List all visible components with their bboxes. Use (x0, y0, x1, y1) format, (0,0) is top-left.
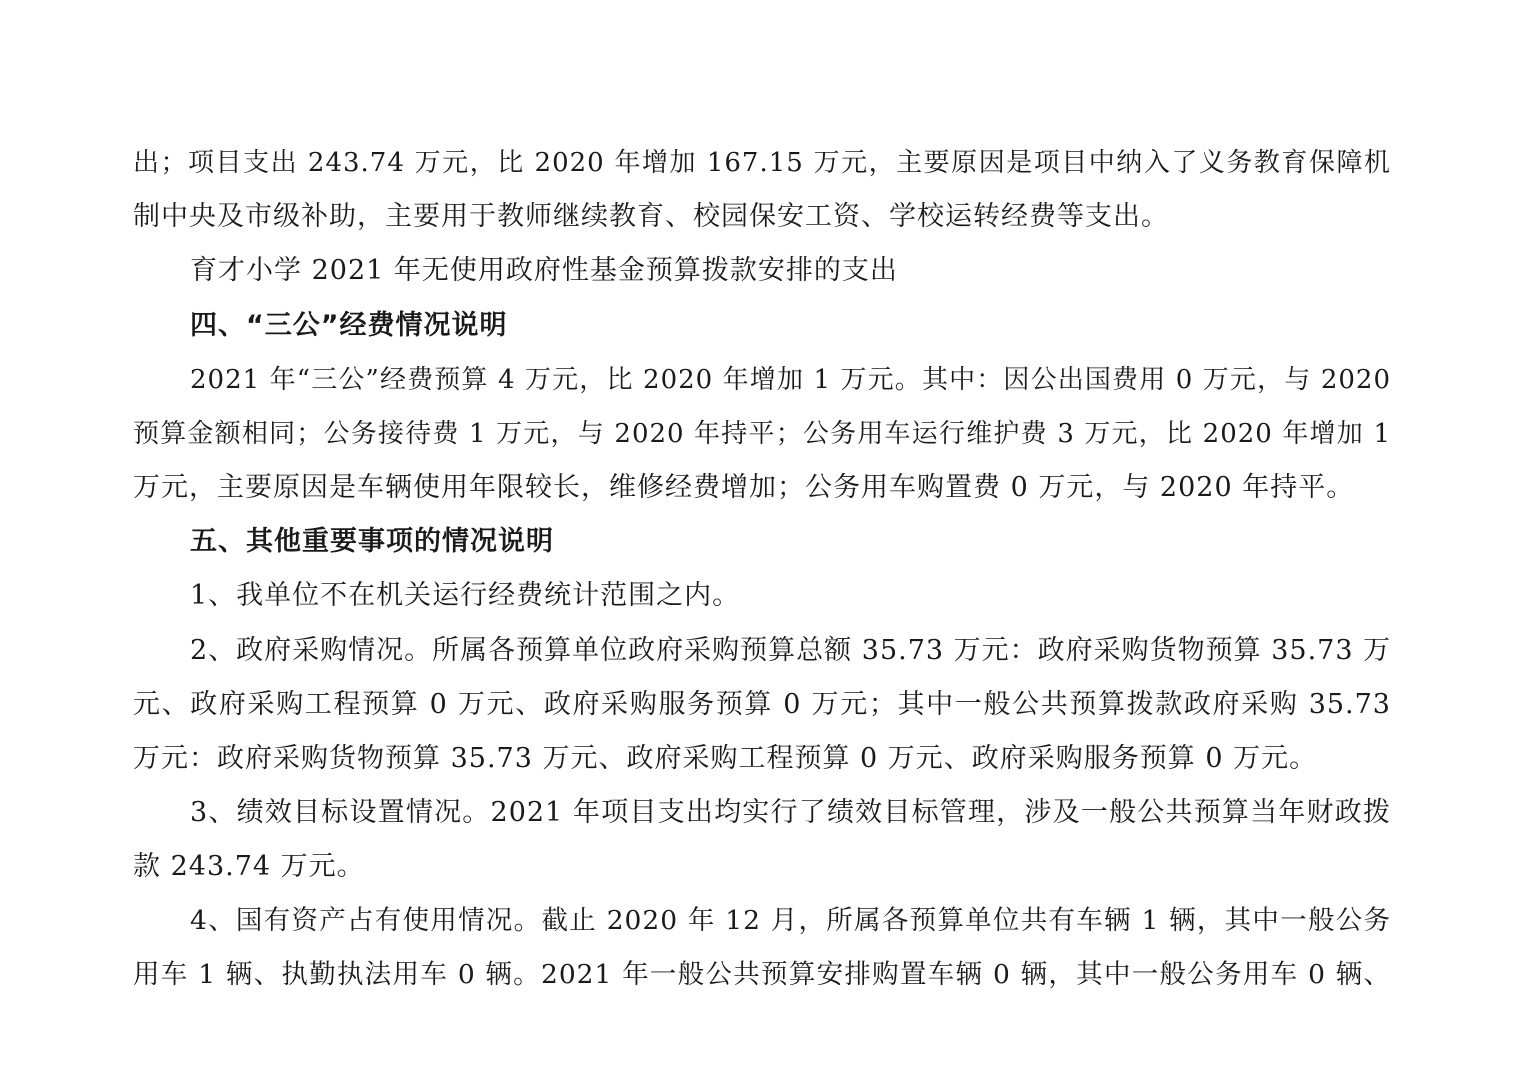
section-heading: 五、其他重要事项的情况说明 (190, 526, 554, 557)
paragraph-line: 育才小学 2021 年无使用政府性基金预算拨款安排的支出 (190, 255, 898, 286)
paragraph-line: 预算金额相同；公务接待费 1 万元，与 2020 年持平；公务用车运行维护费 3 万元，比 2020 年增加 1 (133, 419, 1391, 449)
paragraph-line: 2、政府采购情况。所属各预算单位政府采购预算总额 35.73 万元：政府采购货物预算 35.73 万 (190, 635, 1392, 666)
paragraph-line: 制中央及市级补助，主要用于教师继续教育、校园保安工资、学校运转经费等支出。 (133, 201, 1169, 232)
paragraph-line: 款 243.74 万元。 (133, 851, 365, 882)
paragraph-line: 3、绩效目标设置情况。2021 年项目支出均实行了绩效目标管理，涉及一般公共预算当年财政拨 (190, 797, 1391, 828)
paragraph-line: 元、政府采购工程预算 0 万元、政府采购服务预算 0 万元；其中一般公共预算拨款政府采购 35.73 (133, 689, 1391, 720)
section-heading: 四、“三公”经费情况说明 (190, 310, 508, 341)
paragraph-line: 4、国有资产占有使用情况。截止 2020 年 12 月，所属各预算单位共有车辆 1 辆，其中一般公务 (190, 905, 1391, 936)
paragraph-line: 出；项目支出 243.74 万元，比 2020 年增加 167.15 万元，主要原因是项目中纳入了义务教育保障机 (133, 148, 1391, 178)
paragraph-line: 万元，主要原因是车辆使用年限较长，维修经费增加；公务用车购置费 0 万元，与 2020 年持平。 (133, 472, 1355, 503)
paragraph-line: 万元：政府采购货物预算 35.73 万元、政府采购工程预算 0 万元、政府采购服务预算 0 万元。 (133, 743, 1318, 774)
paragraph-line: 1、我单位不在机关运行经费统计范围之内。 (190, 580, 741, 611)
paragraph-line: 2021 年“三公”经费预算 4 万元，比 2020 年增加 1 万元。其中：因公出国费用 0 万元，与 2020 (190, 365, 1391, 395)
paragraph-line: 用车 1 辆、执勤执法用车 0 辆。2021 年一般公共预算安排购置车辆 0 辆，其中一般公务用车 0 辆、 (133, 959, 1391, 990)
